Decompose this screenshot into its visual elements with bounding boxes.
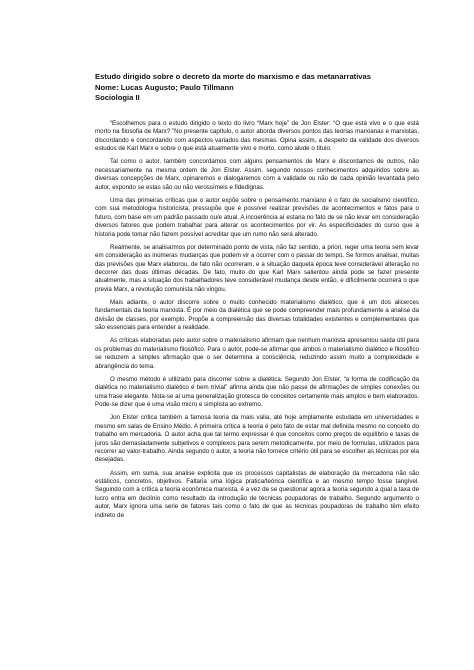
course-name: Sociologia II xyxy=(95,93,140,103)
paragraph: As críticas elaboradas pelo autor sobre o materialismo afirmam que nenhum marxista apresentou saída útil para os problemas do materialismo filosófico. Para o autor, pode-se afirmar que ambos o materialismo dialético e filosófico se reduzem a simples afirmação que o ser determina a consciência, reduzindo assim muito a complexidade e abrangência do tema. xyxy=(95,337,419,370)
paragraph: Realmente, se analisarmos por determinado ponto de vista, não faz sentido, a priori, reger uma teoria sem levar em consideração as inúmeras mudanças que podem vir a ocorrer com o passar do tempo. Se formos analisar, muitas das previsões que Marx elaborou, de fato não ocorreram, e a situação daquela época teve considerável alteração no decorrer das duas últimas décadas. De fato, muito do que Karl Marx salientou ainda pode se fazer presente atualmente, mas a situação dos trabalhadores teve considerável mudança desde então, e dificilmente ocorrerá o que previa Marx, a revolução comunista não vingou. xyxy=(95,243,419,293)
author-names: Nome: Lucas Augusto; Paulo Tillmann xyxy=(95,82,234,92)
document-body xyxy=(95,120,419,525)
paragraph: Assim, em suma, sua analise explicita que os processos capitalistas de elaboração da mercadoria não são estáticos, concretos, objetivos. Faltaria uma lógica pratica/teórica científica e ao mesmo tempo fosse tangível. Seguindo com a crítica a teoria econômica marxista, é a vez de se questionar agora a teoria segundo a qual a taxa de lucro entra em declínio como resultado da introdução de técnicas poupadoras de trabalho. Segundo argumento o autor, Marx ignora uma serie de fatores tais como o fato de que as técnicas poupadoras de trabalho têm efeito indireto de xyxy=(95,469,420,519)
paragraph: Jon Elster critica também a famosa teoria da mais valia, até hoje amplamente estudada em universidades e mesmo em salas de Ensino Médio. A primeira crítica a teoria é pelo fato de estar mal definida mesmo no conceito do trabalho em mercadoria. O autor acha que tal termo expressar é que conceitos como preços de equilíbrio e taxas de juros são demasiadamente subjetivos e complexos para serem metodicamente, por meio de formulas, utilizados para recorrer ao valor-trabalho. Ainda segundo o autor, a teoria não fornece critério útil para se escolher as técnicas por ela desejadas. xyxy=(95,414,419,464)
paragraph: Tal como o autor, também concordamos com alguns pensamentos de Marx e discordamos de outros, não necessariamente na mesma ordem de Jon Elster. Assim, segundo nossos conhecimentos adquiridos sobre as diversas concepções de Marx, opinaremos e dialogaremos com a validade ou não de cada opinião levantada pelo autor, expondo se estas são ou não verossímeis e fidedignas. xyxy=(95,158,419,191)
paragraph: Mais adiante, o autor discorre sobre o muito conhecido materialismo dialético, que é um dos alicerces fundamentais da teoria marxista. É por meio da dialética que se pode compreender mais profundamente a analise da divisão de classes, por exemplo. Propõe a compreensão das diversas totalidades existentes e complementares que são essenciais para entender a realidade. xyxy=(95,298,419,332)
document-header xyxy=(95,72,415,104)
paragraph: O mesmo método é utilizado para discorrer sobre a dialética. Segundo Jon Elster, “a forma de codificação da dialética no materialismo dialético é bem trivial” afirma ainda que não passe de afirmações de simples conexões ou uma frase elegante. Nota-se aí uma generalização grotesca de conceitos certamente mais amplos e bem elaborados. Pode-se dizer que é uma visão micro e simplista ao extremo. xyxy=(95,375,419,409)
paragraph: Uma das primeiras críticas que o autor expõe sobre o pensamento marxiano é o fato de socialismo científico, com sua metodologia historicista, pressupõe que é possível realizar previsões de acontecimentos e fatos para o futuro, com base em um padrão passado ou/e atual. A incoerência aí estaria no fato de se não levar em consideração diversos fatores que podem trabalhar para alterar os acontecimentos por vir. As especificidades do curso que a historia pode tomar não fazem possível acreditar que um rumo não será alterado. xyxy=(95,196,419,238)
paragraph: “Escolhemos para o estudo dirigido o texto do livro “Marx hoje” de Jon Elster: “O que está vivo e o que está morto na filosofia de Marx? ”No presente capítulo, o autor aborda diversos pontos das teorias marxianas e marxistas, discordando e concordando com aspectos variados das mesmas. Opina assim, a despeito da validade dos diversos estudos de Karl Marx e sobre o que está atualmente vivo e morto, como alude o título. xyxy=(95,120,419,153)
document-title: Estudo dirigido sobre o decreto da morte do marxismo e das metanarrativas xyxy=(95,72,371,81)
